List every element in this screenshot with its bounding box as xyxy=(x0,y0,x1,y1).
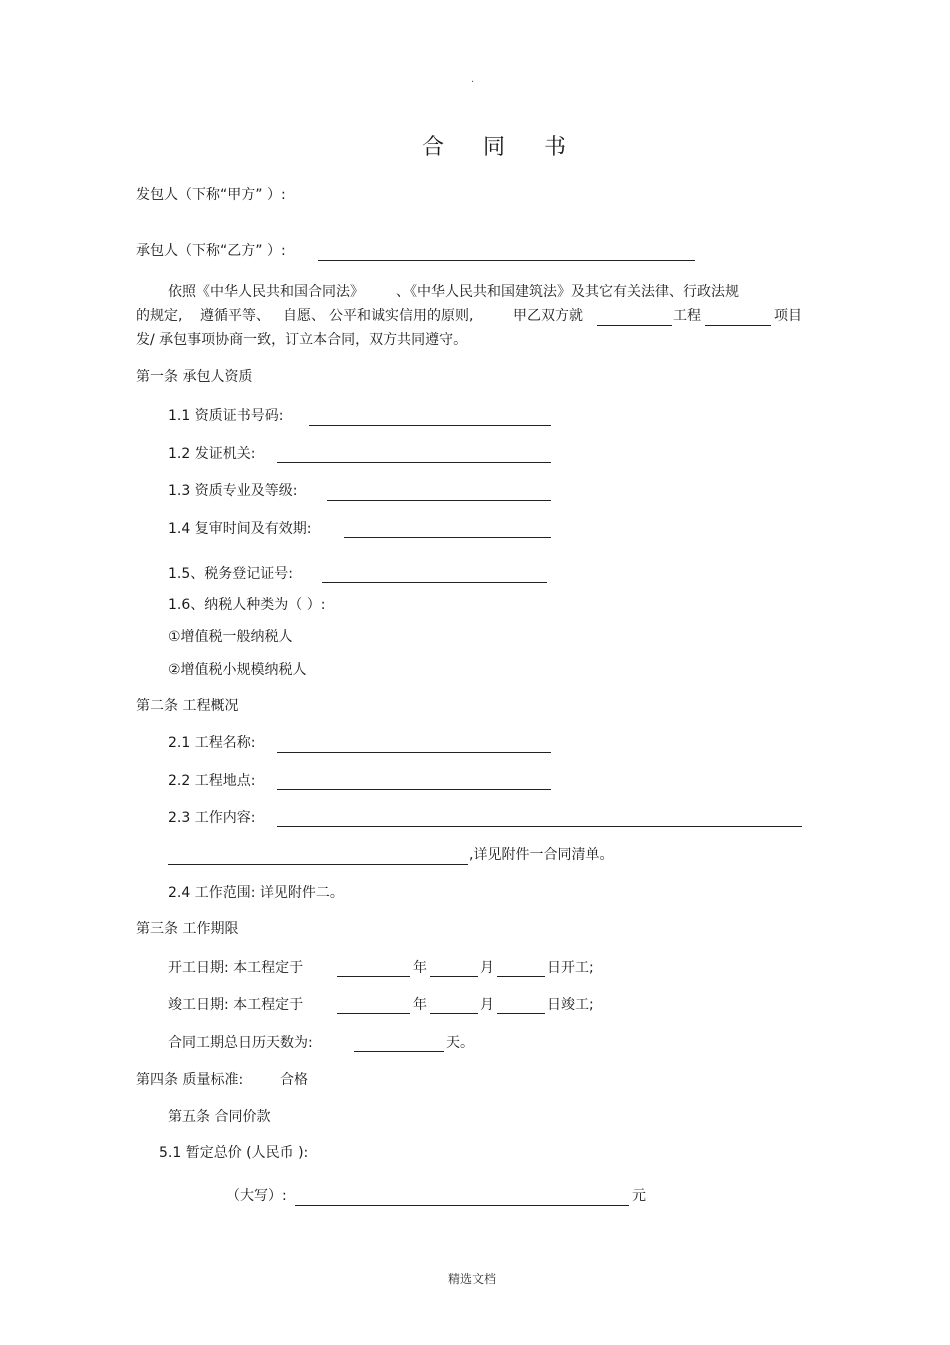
preamble-line1b: 、《中华人民共和国建筑法》及其它有关法律、行政法规 xyxy=(396,284,739,300)
field-2-3-label: 2.3 工作内容: xyxy=(168,810,256,826)
end-month-underline[interactable] xyxy=(430,1013,478,1014)
end-year-unit: 年 xyxy=(413,997,427,1013)
option-general-taxpayer[interactable]: ①增值税一般纳税人 xyxy=(168,629,293,645)
article-4-title: 第四条 质量标准: xyxy=(136,1072,244,1088)
total-days-underline[interactable] xyxy=(354,1051,444,1052)
party-b-label: 承包人（下称“乙方” ）: xyxy=(136,243,286,259)
page-footer: 精选文档 xyxy=(448,1272,497,1286)
article-5-title: 第五条 合同价款 xyxy=(168,1109,271,1125)
start-year-unit: 年 xyxy=(413,960,427,976)
amount-daxie-label: （大写）: xyxy=(226,1188,287,1204)
field-1-3-label: 1.3 资质专业及等级: xyxy=(168,483,298,499)
amount-unit: 元 xyxy=(632,1188,646,1204)
article-3-title: 第三条 工作期限 xyxy=(136,921,239,937)
start-month-underline[interactable] xyxy=(430,976,478,977)
preamble-line2a: 的规定, xyxy=(136,308,183,324)
preamble-line3: 发/ 承包事项协商一致，订立本合同，双方共同遵守。 xyxy=(136,332,468,348)
article-2-title: 第二条 工程概况 xyxy=(136,698,239,714)
page-title: 合 同 书 xyxy=(422,135,582,160)
field-2-4-label: 2.4 工作范围: 详见附件二。 xyxy=(168,885,344,901)
end-year-underline[interactable] xyxy=(337,1013,410,1014)
start-day-unit: 日开工; xyxy=(547,960,594,976)
preamble-line1a: 依照《中华人民共和国合同法》 xyxy=(168,284,364,300)
field-2-2-underline[interactable] xyxy=(277,789,551,790)
preamble-line2g: 项目 xyxy=(774,308,802,324)
field-1-3-underline[interactable] xyxy=(327,500,551,501)
field-1-5-label: 1.5、税务登记证号: xyxy=(168,566,293,582)
start-date-label: 开工日期: 本工程定于 xyxy=(168,960,304,976)
total-days-unit: 天。 xyxy=(446,1035,474,1051)
field-2-3-tail: ,详见附件一合同清单。 xyxy=(469,847,614,863)
start-month-unit: 月 xyxy=(480,960,494,976)
total-days-label: 合同工期总日历天数为: xyxy=(168,1035,313,1051)
field-2-3-underline[interactable] xyxy=(277,826,802,827)
end-date-label: 竣工日期: 本工程定于 xyxy=(168,997,304,1013)
field-2-1-label: 2.1 工程名称: xyxy=(168,735,256,751)
field-1-1-label: 1.1 资质证书号码: xyxy=(168,408,284,424)
preamble-line2d: 公平和诚实信用的原则, xyxy=(329,308,474,324)
article-1-title: 第一条 承包人资质 xyxy=(136,369,253,385)
preamble-line2e: 甲乙双方就 xyxy=(513,308,583,324)
quality-standard-value: 合格 xyxy=(280,1072,308,1088)
preamble-line2c: 自愿、 xyxy=(283,308,325,324)
end-day-unit: 日竣工; xyxy=(547,997,594,1013)
party-a-label: 发包人（下称“甲方” ）: xyxy=(136,187,286,203)
field-1-4-label: 1.4 复审时间及有效期: xyxy=(168,521,312,537)
field-1-2-underline[interactable] xyxy=(277,462,551,463)
start-year-underline[interactable] xyxy=(337,976,410,977)
field-1-4-underline[interactable] xyxy=(344,537,551,538)
preamble-line2f: 工程 xyxy=(673,308,701,324)
field-1-6-label: 1.6、纳税人种类为（ ）: xyxy=(168,597,326,613)
field-1-5-underline[interactable] xyxy=(322,582,547,583)
end-day-underline[interactable] xyxy=(497,1013,545,1014)
header-dot: . xyxy=(471,74,475,85)
project-type-underline[interactable] xyxy=(705,325,771,326)
option-small-taxpayer[interactable]: ②增值税小规模纳税人 xyxy=(168,662,307,678)
field-2-1-underline[interactable] xyxy=(277,752,551,753)
field-1-2-label: 1.2 发证机关: xyxy=(168,446,256,462)
preamble-line2b: 遵循平等、 xyxy=(200,308,270,324)
end-month-unit: 月 xyxy=(480,997,494,1013)
field-5-1-label: 5.1 暂定总价 (人民币 ): xyxy=(159,1145,309,1161)
project-underline[interactable] xyxy=(597,325,672,326)
amount-daxie-underline[interactable] xyxy=(295,1205,629,1206)
field-2-3-underline-2[interactable] xyxy=(168,864,468,865)
start-day-underline[interactable] xyxy=(497,976,545,977)
field-1-1-underline[interactable] xyxy=(309,425,551,426)
field-2-2-label: 2.2 工程地点: xyxy=(168,773,256,789)
party-b-underline[interactable] xyxy=(318,260,695,261)
